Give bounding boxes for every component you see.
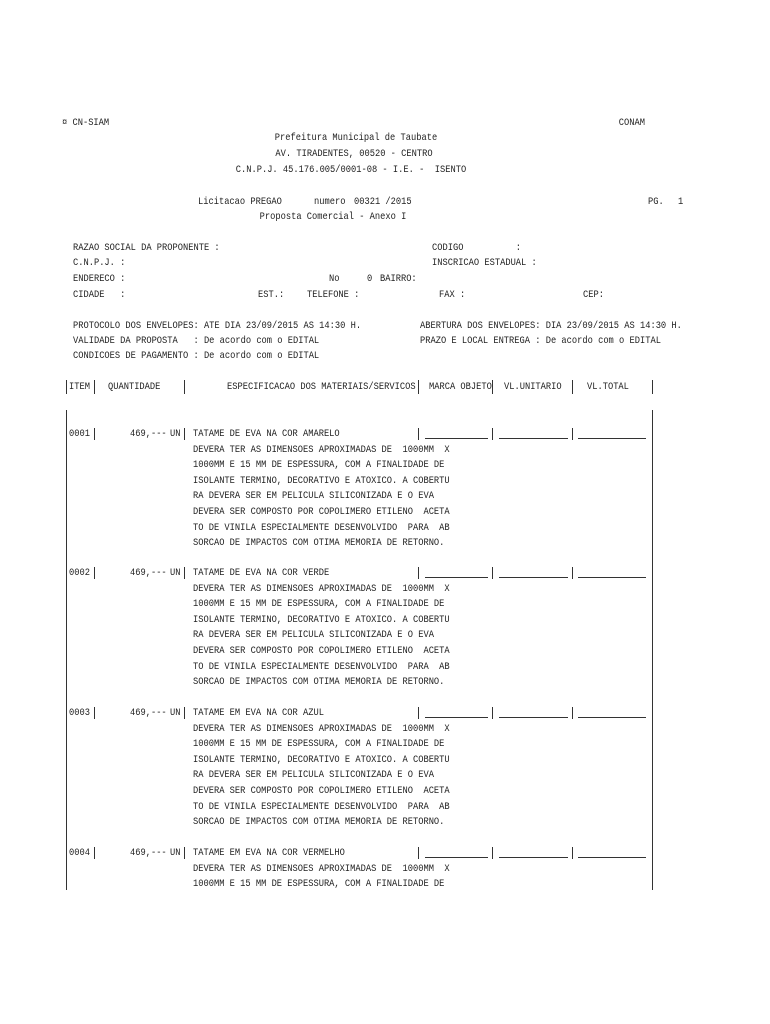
marca-blank bbox=[425, 857, 488, 858]
item-quantity: 469,--- bbox=[130, 428, 167, 440]
codigo-label: CODIGO : bbox=[432, 242, 522, 254]
item-spec-line: 1000MM E 15 MM DE ESPESSURA, COM A FINALIDADE DE bbox=[193, 598, 445, 611]
unit-blank bbox=[499, 438, 568, 439]
item-spec-line: 1000MM E 15 MM DE ESPESSURA, COM A FINALIDADE DE bbox=[193, 459, 445, 472]
marca-blank bbox=[425, 438, 488, 439]
item-spec-line: RA DEVERA SER EM PELICULA SILICONIZADA E O EVA bbox=[193, 629, 434, 642]
marca-separator bbox=[418, 707, 419, 719]
razao-social-label: RAZAO SOCIAL DA PROPONENTE : bbox=[73, 242, 220, 254]
fax-label: FAX : bbox=[439, 289, 466, 301]
unit-blank bbox=[499, 717, 568, 718]
total-blank bbox=[578, 717, 646, 718]
marca-separator bbox=[418, 567, 419, 579]
item-unit: UN bbox=[170, 707, 181, 719]
numero-endereco-label: No bbox=[329, 273, 340, 285]
item-separator bbox=[94, 567, 95, 579]
header-separator-unit bbox=[572, 380, 573, 394]
item-code: 0001 bbox=[69, 428, 90, 440]
item-quantity: 469,--- bbox=[130, 707, 167, 719]
item-spec-line: TATAME DE EVA NA COR AMARELO bbox=[193, 428, 340, 440]
item-spec-line: SORCAO DE IMPACTOS COM OTIMA MEMORIA DE RETORNO. bbox=[193, 676, 445, 689]
item-spec-line: 1000MM E 15 MM DE ESPESSURA, COM A FINALIDADE DE bbox=[193, 738, 445, 751]
total-blank bbox=[578, 857, 646, 858]
item-spec-line: RA DEVERA SER EM PELICULA SILICONIZADA E O EVA bbox=[193, 490, 434, 503]
column-header-marca: MARCA OBJETO bbox=[429, 381, 492, 393]
conam-tag: CONAM bbox=[618, 117, 645, 129]
item-spec-line: TO DE VINILA ESPECIALMENTE DESENVOLVIDO PARA AB bbox=[193, 521, 450, 534]
marca-blank bbox=[425, 577, 488, 578]
validade-line: VALIDADE DA PROPOSTA : De acordo com o EDITAL bbox=[73, 335, 320, 347]
licitacao-label: Licitacao PREGAO bbox=[198, 196, 282, 208]
item-spec-line: DEVERA SER COMPOSTO POR COPOLIMERO ETILENO ACETA bbox=[193, 506, 450, 518]
item-unit: UN bbox=[170, 567, 181, 579]
numero-endereco-value: 0 bbox=[367, 273, 373, 285]
estado-label: EST.: bbox=[258, 289, 285, 301]
organization-cnpj: C.N.P.J. 45.176.005/0001-08 - I.E. - ISENTO bbox=[235, 164, 467, 176]
cidade-label: CIDADE : bbox=[73, 289, 126, 301]
bairro-label: BAIRRO: bbox=[380, 273, 417, 285]
item-spec-line: DEVERA TER AS DIMENSOES APROXIMADAS DE 1000MM X bbox=[193, 582, 450, 595]
item-spec-line: TATAME EM EVA NA COR AZUL bbox=[193, 707, 324, 719]
item-code: 0003 bbox=[69, 707, 90, 719]
column-header-especificacao: ESPECIFICACAO DOS MATERIAIS/SERVICOS bbox=[227, 381, 416, 393]
item-spec-line: DEVERA TER AS DIMENSOES APROXIMADAS DE 1000MM X bbox=[193, 722, 450, 735]
item-spec-line: TATAME EM EVA NA COR VERMELHO bbox=[193, 847, 345, 859]
marca-separator bbox=[418, 847, 419, 859]
header-separator-marca bbox=[492, 380, 493, 394]
header-separator-qty bbox=[184, 380, 185, 394]
numero-value: 00321 /2015 bbox=[354, 196, 412, 208]
item-spec-line: TATAME DE EVA NA COR VERDE bbox=[193, 567, 330, 579]
total-separator bbox=[572, 847, 573, 859]
column-header-item: ITEM bbox=[69, 381, 90, 393]
total-separator bbox=[572, 567, 573, 579]
system-tag: ¤ CN-SIAM bbox=[62, 117, 110, 129]
item-code: 0002 bbox=[69, 567, 90, 579]
cep-label: CEP: bbox=[583, 289, 604, 301]
spec-separator bbox=[184, 567, 185, 579]
table-left-border bbox=[66, 410, 67, 890]
item-spec-line: ISOLANTE TERMINO, DECORATIVO E ATOXICO. A COBERTU bbox=[193, 613, 450, 626]
item-separator bbox=[94, 847, 95, 859]
item-unit: UN bbox=[170, 847, 181, 859]
marca-separator bbox=[418, 428, 419, 440]
total-blank bbox=[578, 577, 646, 578]
protocolo-line: PROTOCOLO DOS ENVELOPES: ATE DIA 23/09/2015 AS 14:30 H. bbox=[73, 320, 362, 332]
item-spec-line: TO DE VINILA ESPECIALMENTE DESENVOLVIDO PARA AB bbox=[193, 800, 450, 813]
cnpj-label: C.N.P.J. : bbox=[73, 257, 126, 269]
page-number: 1 bbox=[678, 196, 684, 208]
pagamento-line: CONDICOES DE PAGAMENTO : De acordo com o EDITAL bbox=[73, 350, 320, 362]
header-separator-right bbox=[652, 380, 653, 394]
total-blank bbox=[578, 438, 646, 439]
total-separator bbox=[572, 707, 573, 719]
item-spec-line: RA DEVERA SER EM PELICULA SILICONIZADA E O EVA bbox=[193, 769, 434, 782]
column-header-quantidade: QUANTIDADE bbox=[108, 381, 161, 393]
table-right-border bbox=[652, 410, 653, 890]
total-separator bbox=[572, 428, 573, 440]
endereco-label: ENDERECO : bbox=[73, 273, 126, 285]
item-spec-line: 1000MM E 15 MM DE ESPESSURA, COM A FINALIDADE DE bbox=[193, 878, 445, 891]
item-spec-line: DEVERA TER AS DIMENSOES APROXIMADAS DE 1000MM X bbox=[193, 443, 450, 456]
header-separator-item bbox=[94, 380, 95, 394]
item-unit: UN bbox=[170, 428, 181, 440]
item-spec-line: SORCAO DE IMPACTOS COM OTIMA MEMORIA DE RETORNO. bbox=[193, 816, 445, 829]
unit-separator bbox=[492, 567, 493, 579]
header-separator-left bbox=[66, 380, 67, 394]
numero-label: numero bbox=[314, 196, 346, 208]
column-header-vl-total: VL.TOTAL bbox=[587, 381, 629, 393]
item-separator bbox=[94, 428, 95, 440]
organization-address: AV. TIRADENTES, 00520 - CENTRO bbox=[275, 148, 433, 160]
prazo-line: PRAZO E LOCAL ENTREGA : De acordo com o EDITAL bbox=[420, 335, 661, 347]
item-spec-line: DEVERA SER COMPOSTO POR COPOLIMERO ETILENO ACETA bbox=[193, 645, 450, 657]
unit-separator bbox=[492, 428, 493, 440]
item-spec-line: ISOLANTE TERMINO, DECORATIVO E ATOXICO. A COBERTU bbox=[193, 753, 450, 766]
marca-blank bbox=[425, 717, 488, 718]
unit-blank bbox=[499, 857, 568, 858]
item-spec-line: ISOLANTE TERMINO, DECORATIVO E ATOXICO. A COBERTU bbox=[193, 474, 450, 487]
page-label: PG. bbox=[648, 196, 664, 208]
item-spec-line: DEVERA SER COMPOSTO POR COPOLIMERO ETILENO ACETA bbox=[193, 785, 450, 797]
document-subtitle: Proposta Comercial - Anexo I bbox=[259, 211, 407, 223]
spec-separator bbox=[184, 428, 185, 440]
item-spec-line: TO DE VINILA ESPECIALMENTE DESENVOLVIDO PARA AB bbox=[193, 660, 450, 673]
column-header-vl-unitario: VL.UNITARIO bbox=[504, 381, 562, 393]
item-code: 0004 bbox=[69, 847, 90, 859]
item-separator bbox=[94, 707, 95, 719]
unit-blank bbox=[499, 577, 568, 578]
unit-separator bbox=[492, 847, 493, 859]
header-separator-spec bbox=[418, 380, 419, 394]
item-spec-line: DEVERA TER AS DIMENSOES APROXIMADAS DE 1000MM X bbox=[193, 862, 450, 875]
telefone-label: TELEFONE : bbox=[307, 289, 360, 301]
unit-separator bbox=[492, 707, 493, 719]
ie-label: INSCRICAO ESTADUAL : bbox=[432, 257, 537, 269]
item-spec-line: SORCAO DE IMPACTOS COM OTIMA MEMORIA DE RETORNO. bbox=[193, 537, 445, 550]
spec-separator bbox=[184, 847, 185, 859]
item-quantity: 469,--- bbox=[130, 847, 167, 859]
item-quantity: 469,--- bbox=[130, 567, 167, 579]
organization-name: Prefeitura Municipal de Taubate bbox=[274, 132, 438, 144]
spec-separator bbox=[184, 707, 185, 719]
abertura-line: ABERTURA DOS ENVELOPES: DIA 23/09/2015 AS 14:30 H. bbox=[420, 320, 682, 332]
